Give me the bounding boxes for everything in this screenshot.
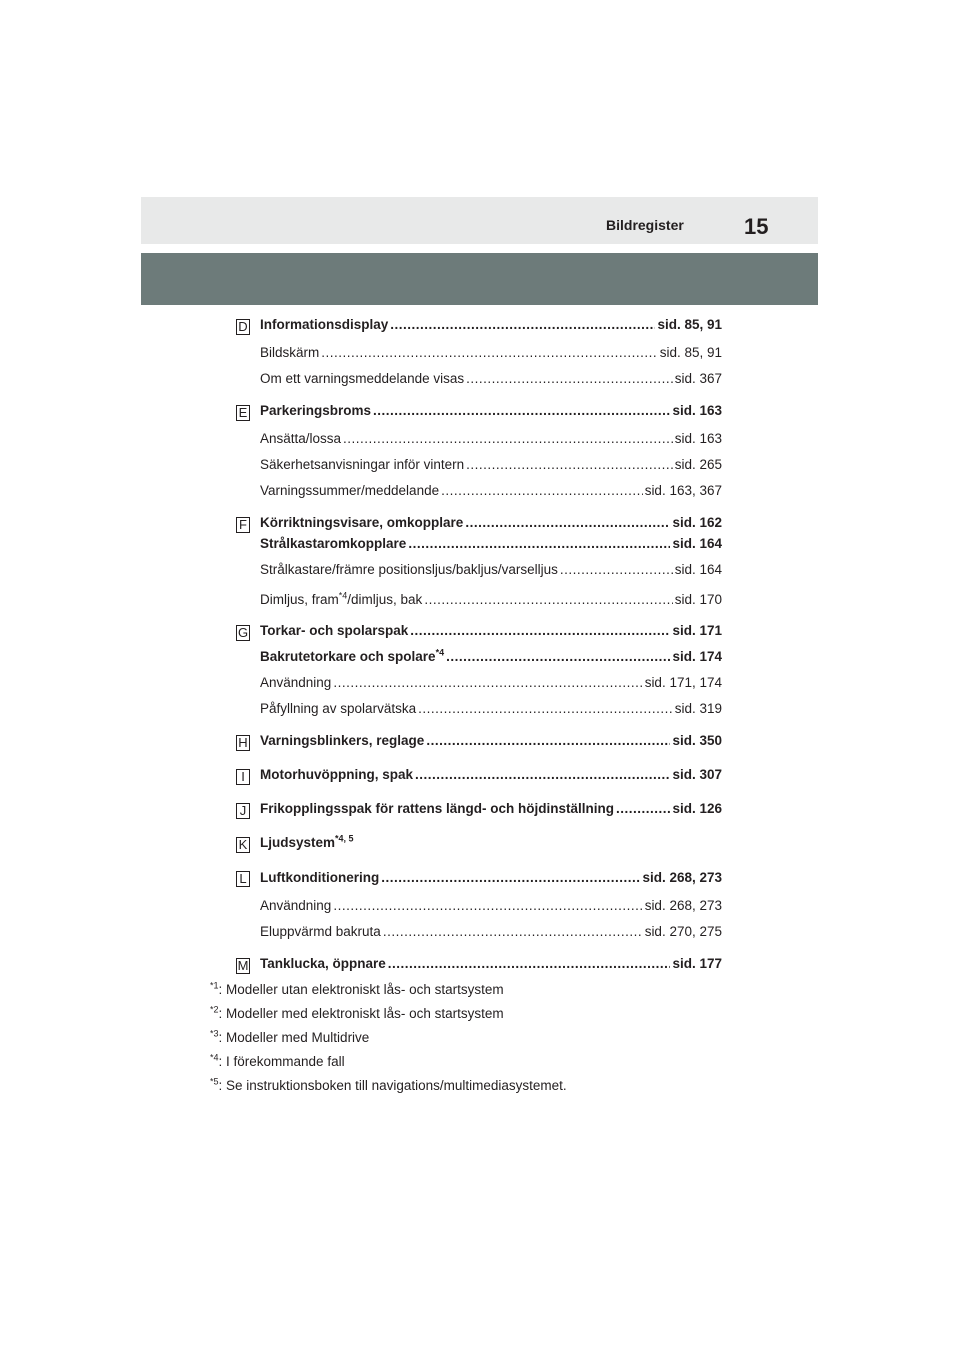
index-letter-i: I bbox=[236, 769, 250, 785]
index-letter-h: H bbox=[236, 735, 250, 751]
footnote: $^{*1}$: Modeller utan elektroniskt lås- och startsystem bbox=[210, 980, 504, 997]
index-row[interactable]: Informationsdisplay ..... sid. 85, 91 bbox=[260, 317, 722, 337]
index-row[interactable]: Användning ..... sid. 268, 273 bbox=[260, 898, 722, 918]
index-row[interactable]: Frikopplingsspak för rattens längd- och höjdinställning ..... sid. 126 bbox=[260, 801, 722, 821]
index-letter-e: E bbox=[236, 405, 250, 421]
index-row[interactable]: Eluppvärmd bakruta ..... sid. 270, 275 bbox=[260, 924, 722, 944]
footnote: $^{*4}$: I förekommande fall bbox=[210, 1052, 345, 1069]
footnote-mark: *4 bbox=[435, 647, 445, 658]
index-row[interactable]: Parkeringsbroms ..... sid. 163 bbox=[260, 403, 722, 423]
index-row[interactable]: Bildskärm ..... sid. 85, 91 bbox=[260, 345, 722, 365]
index-letter-j: J bbox=[236, 803, 250, 819]
index-row[interactable]: Säkerhetsanvisningar inför vintern ..... sid. 265 bbox=[260, 457, 722, 477]
index-row[interactable]: Motorhuvöppning, spak ..... sid. 307 bbox=[260, 767, 722, 787]
index-row[interactable]: Ansätta/lossa ..... sid. 163 bbox=[260, 431, 722, 451]
index-row[interactable]: Tanklucka, öppnare ..... sid. 177 bbox=[260, 956, 722, 976]
index-letter-l: L bbox=[236, 871, 250, 887]
index-letter-m: M bbox=[237, 958, 249, 973]
index-row[interactable]: Påfyllning av spolarvätska ..... sid. 319 bbox=[260, 701, 722, 721]
footnote: $^{*5}$: Se instruktionsboken till navigations/multimediasystemet. bbox=[210, 1076, 567, 1093]
header-band bbox=[141, 253, 818, 305]
index-row[interactable]: Varningssummer/meddelande ..... sid. 163, 367 bbox=[260, 483, 722, 503]
index-letter-g: G bbox=[237, 625, 249, 640]
index-row[interactable]: Användning ..... sid. 171, 174 bbox=[260, 675, 722, 695]
index-letter-k: K bbox=[236, 837, 250, 853]
index-letter-d: D bbox=[236, 319, 250, 335]
section-title: Bildregister bbox=[606, 217, 684, 233]
index-row[interactable]: Strålkastare/främre positionsljus/bakljus/varselljus ..... sid. 164 bbox=[260, 562, 722, 582]
index-row[interactable]: Torkar- och spolarspak ..... sid. 171 bbox=[260, 623, 722, 643]
page-number: 15 bbox=[744, 214, 769, 239]
index-letter-f: F bbox=[236, 517, 250, 533]
index-row[interactable]: Dimljus, fram$^{*4}$/dimljus, bak ..... sid. 170 bbox=[260, 592, 722, 612]
header-bar bbox=[141, 197, 818, 244]
footnote-mark: *4, 5 bbox=[335, 833, 354, 844]
footnote: $^{*3}$: Modeller med Multidrive bbox=[210, 1028, 370, 1045]
footnote: $^{*2}$: Modeller med elektroniskt lås- och startsystem bbox=[210, 1004, 504, 1021]
index-row[interactable]: Strålkastaromkopplare ..... sid. 164 bbox=[260, 536, 722, 556]
index-row[interactable]: Körriktningsvisare, omkopplare ..... sid. 162 bbox=[260, 515, 722, 535]
index-row[interactable]: Luftkonditionering ..... sid. 268, 273 bbox=[260, 870, 722, 890]
index-row[interactable]: Varningsblinkers, reglage ..... sid. 350 bbox=[260, 733, 722, 753]
footnote-mark: *4 bbox=[338, 590, 348, 601]
index-row[interactable]: Om ett varningsmeddelande visas ..... sid. 367 bbox=[260, 371, 722, 391]
index-row[interactable]: Bakrutetorkare och spolare$^{*4}$ ..... sid. 174 bbox=[260, 649, 722, 669]
index-row[interactable]: Ljudsystem$^{*4, 5}$ bbox=[260, 833, 354, 850]
